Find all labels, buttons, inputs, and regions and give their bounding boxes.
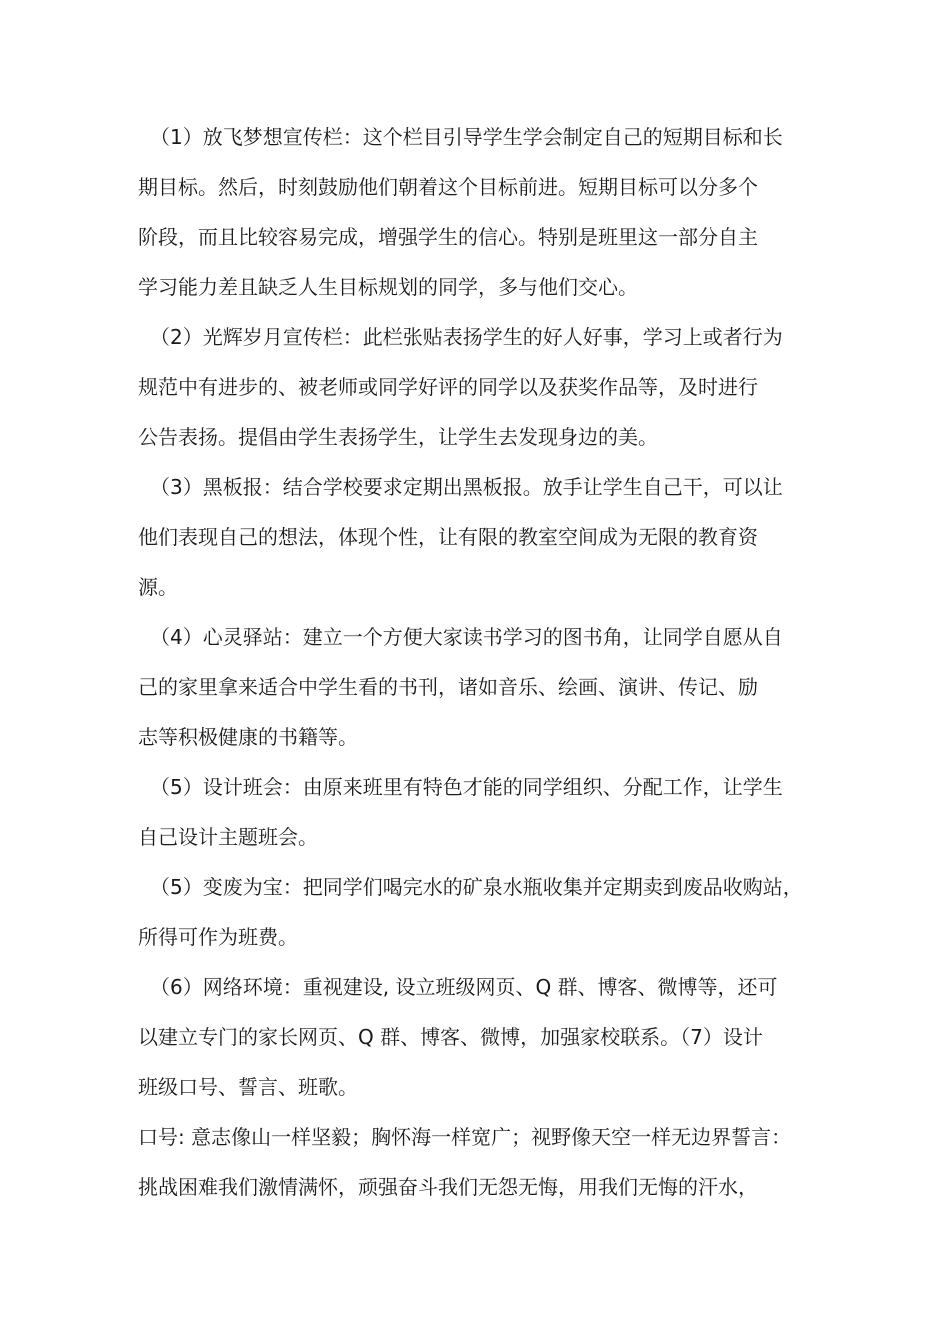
text-line-4: 学习能力差且缺乏人生目标规划的同学，多与他们交心。 xyxy=(138,275,638,299)
text-line-17: 所得可作为班费。 xyxy=(138,925,298,949)
text-line-14: （5）设计班会：由原来班里有特色才能的同学组织、分配工作，让学生 xyxy=(150,775,783,799)
text-line-6: 规范中有进步的、被老师或同学好评的同学以及获奖作品等，及时进行 xyxy=(138,375,758,399)
text-line-2: 期目标。然后，时刻鼓励他们朝着这个目标前进。短期目标可以分多个 xyxy=(138,175,758,199)
text-line-22: 挑战困难我们激情满怀，顽强奋斗我们无怨无悔，用我们无悔的汗水， xyxy=(138,1175,758,1199)
text-line-15: 自己设计主题班会。 xyxy=(138,825,318,849)
text-line-19: 以建立专门的家长网页、Q 群、博客、微博，加强家校联系。（7）设计 xyxy=(138,1025,763,1049)
text-line-8: （3）黑板报：结合学校要求定期出黑板报。放手让学生自己干，可以让 xyxy=(150,475,783,499)
text-line-21: 口号: 意志像山一样坚毅；胸怀海一样宽广；视野像天空一样无边界誓言： xyxy=(138,1125,792,1149)
text-line-7: 公告表扬。提倡由学生表扬学生，让学生去发现身边的美。 xyxy=(138,425,658,449)
text-line-10: 源。 xyxy=(138,575,178,599)
text-line-18: （6）网络环境：重视建设, 设立班级网页、Q 群、博客、微博等，还可 xyxy=(150,975,778,999)
text-line-13: 志等积极健康的书籍等。 xyxy=(138,725,358,749)
text-line-11: （4）心灵驿站：建立一个方便大家读书学习的图书角，让同学自愿从自 xyxy=(150,625,783,649)
text-line-16: （5）变废为宝：把同学们喝完水的矿泉水瓶收集并定期卖到废品收购站， xyxy=(150,875,803,899)
text-line-9: 他们表现自己的想法，体现个性，让有限的教室空间成为无限的教育资 xyxy=(138,525,758,549)
text-line-20: 班级口号、誓言、班歌。 xyxy=(138,1075,358,1099)
text-line-12: 己的家里拿来适合中学生看的书刊，诸如音乐、绘画、演讲、传记、励 xyxy=(138,675,758,699)
document-body xyxy=(138,112,828,1212)
text-line-5: （2）光辉岁月宣传栏：此栏张贴表扬学生的好人好事，学习上或者行为 xyxy=(150,325,783,349)
text-line-3: 阶段，而且比较容易完成，增强学生的信心。特别是班里这一部分自主 xyxy=(138,225,758,249)
text-line-1: （1）放飞梦想宣传栏：这个栏目引导学生学会制定自己的短期目标和长 xyxy=(150,125,783,149)
